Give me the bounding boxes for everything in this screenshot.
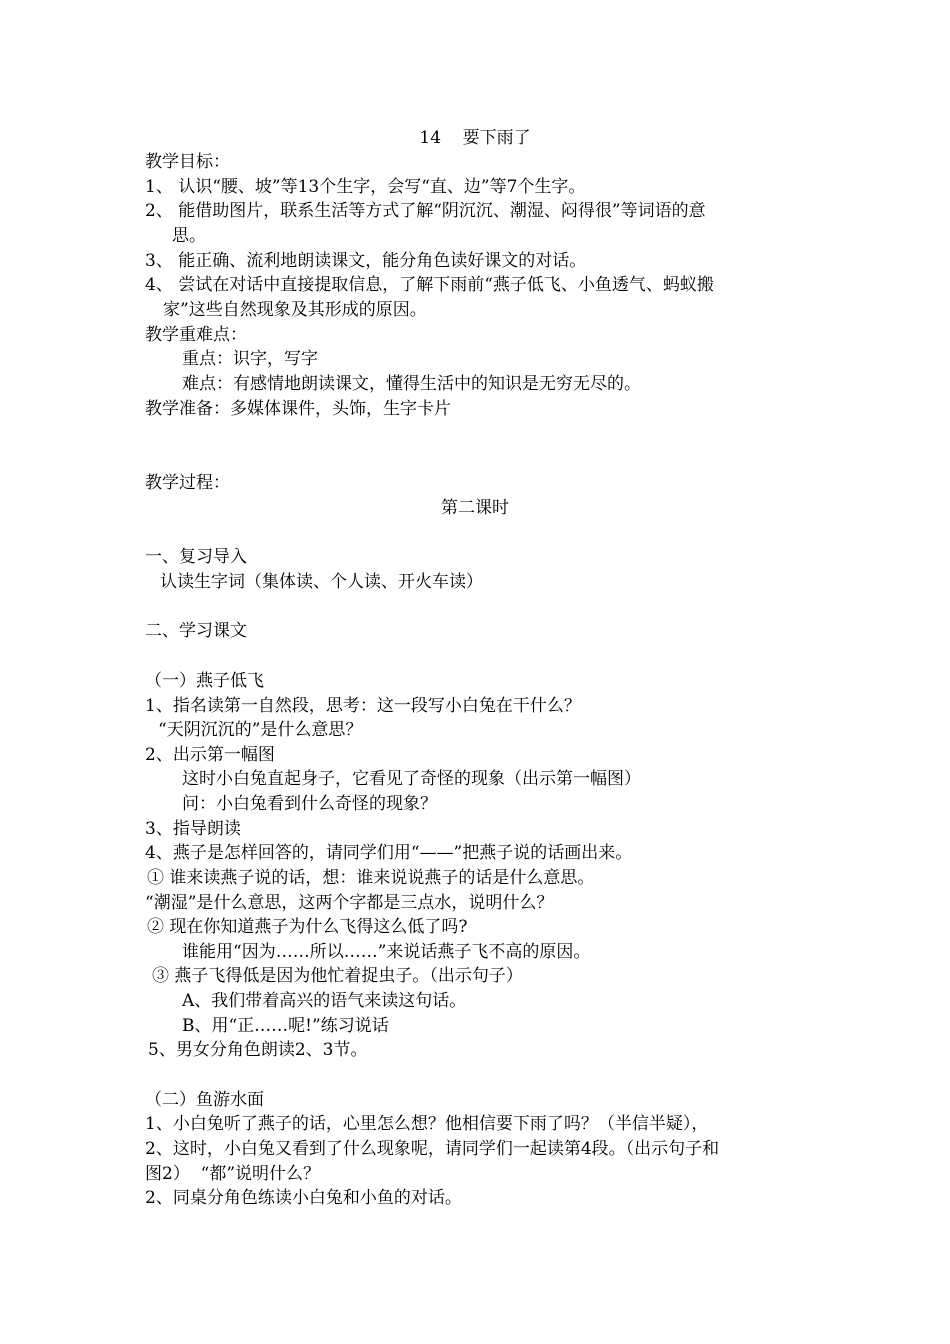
- list-item: 谁能用“因为……所以……”来说话燕子飞不高的原因。: [182, 942, 591, 962]
- keypoint-difficult: 难点：有感情地朗读课文，懂得生活中的知识是无穷无尽的。: [182, 374, 641, 394]
- list-item: “潮湿”是什么意思，这两个字都是三点水，说明什么？: [145, 893, 554, 913]
- teaching-prep: 教学准备：多媒体课件，头饰，生字卡片: [145, 399, 451, 419]
- goal-item-4: 4、 尝试在对话中直接提取信息，了解下雨前“燕子低飞、小鱼透气、蚂蚁搬: [145, 275, 714, 295]
- list-item: 4、燕子是怎样回答的，请同学们用“——”把燕子说的话画出来。: [145, 843, 633, 863]
- list-item: ③ 燕子飞得低是因为他忙着捉虫子。（出示句子）: [152, 966, 523, 986]
- list-item: 2、同桌分角色练读小白兔和小鱼的对话。: [145, 1188, 462, 1208]
- goal-item-1: 1、 认识“腰、坡”等13个生字，会写“直、边”等7个生字。: [145, 177, 586, 197]
- list-item: 这时小白兔直起身子，它看见了奇怪的现象（出示第一幅图）: [182, 769, 641, 789]
- keypoints-heading: 教学重难点：: [145, 325, 247, 345]
- list-item: 3、指导朗读: [145, 819, 241, 839]
- list-item: 2、出示第一幅图: [145, 745, 275, 765]
- lesson-title: 第二课时: [441, 498, 509, 518]
- part-1-title: （一）燕子低飞: [145, 671, 264, 691]
- list-item: ② 现在你知道燕子为什么飞得这么低了吗?: [147, 917, 468, 937]
- goal-item-2-cont: 思。: [172, 226, 206, 246]
- list-item: 图2） “都”说明什么？: [145, 1164, 321, 1184]
- process-heading: 教学过程：: [145, 473, 230, 493]
- document-title: 14 要下雨了: [419, 128, 531, 148]
- section-1-line: 认读生字词（集体读、个人读、开火车读）: [160, 572, 483, 592]
- section-1-title: 一、复习导入: [145, 547, 247, 567]
- list-item: 1、指名读第一自然段，思考：这一段写小白兔在干什么？: [145, 696, 581, 716]
- list-item: 1、小白兔听了燕子的话，心里怎么想？他相信要下雨了吗？（半信半疑），: [145, 1114, 709, 1134]
- list-item: A、我们带着高兴的语气来读这句话。: [182, 991, 467, 1011]
- part-2-title: （二）鱼游水面: [145, 1090, 264, 1110]
- list-item: ① 谁来读燕子说的话，想：谁来说说燕子的话是什么意思。: [147, 868, 595, 888]
- list-item: 问：小白兔看到什么奇怪的现象？: [182, 794, 437, 814]
- goal-item-4-cont: 家”这些自然现象及其形成的原因。: [163, 300, 427, 320]
- goals-heading: 教学目标：: [145, 152, 230, 172]
- keypoint-key: 重点：识字，写字: [182, 349, 318, 369]
- list-item: 2、这时，小白兔又看到了什么现象呢，请同学们一起读第4段。（出示句子和: [145, 1139, 720, 1159]
- goal-item-3: 3、 能正确、流利地朗读课文，能分角色读好课文的对话。: [145, 251, 587, 271]
- list-item: B、用“正……呢!”练习说话: [182, 1016, 389, 1036]
- section-2-title: 二、学习课文: [145, 621, 247, 641]
- list-item: “天阴沉沉的”是什么意思？: [158, 720, 363, 740]
- goal-item-2: 2、 能借助图片，联系生活等方式了解“阴沉沉、潮湿、闷得很”等词语的意: [145, 201, 706, 221]
- list-item: 5、男女分角色朗读2、3节。: [148, 1040, 368, 1060]
